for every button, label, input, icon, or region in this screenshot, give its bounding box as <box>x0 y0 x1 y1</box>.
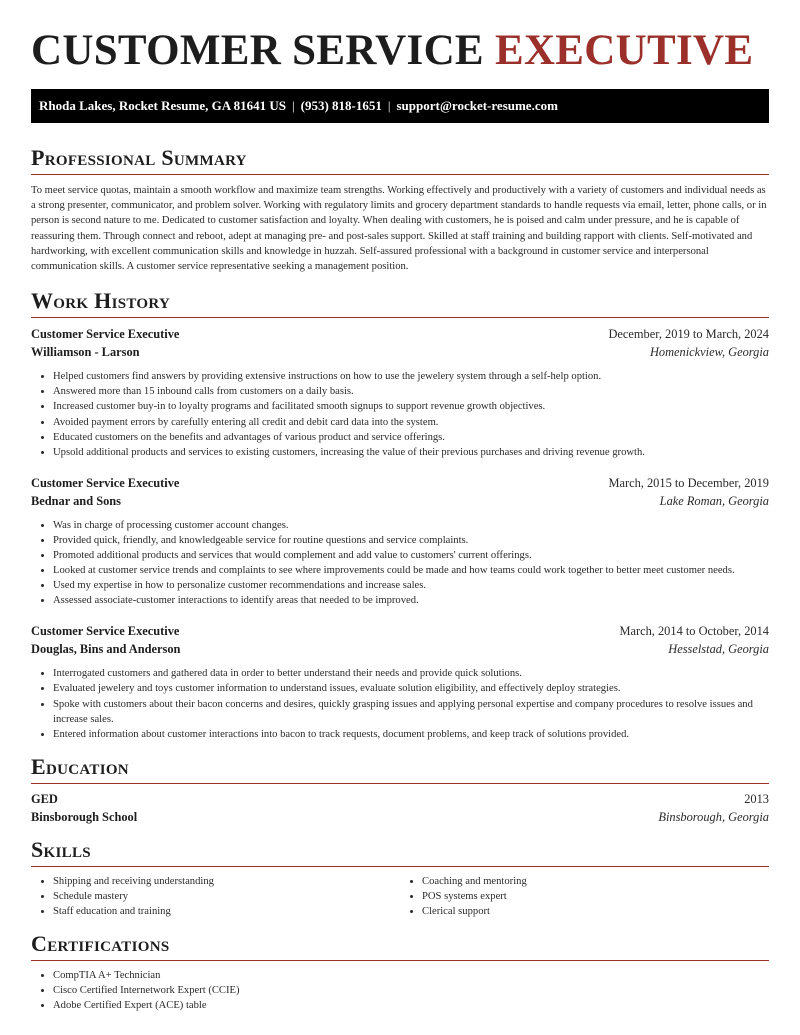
job-title: Customer Service Executive <box>31 624 180 639</box>
job-location: Homenickview, Georgia <box>649 345 769 360</box>
job-bullet-item: • Looked at customer service trends and complaints to see where improvements could be made and how teams could work together to better meet customer needs. <box>53 563 769 578</box>
job-dates: December, 2019 to March, 2024 <box>608 327 769 342</box>
section-title-work: Work History <box>31 288 171 314</box>
education-location: Binsborough, Georgia <box>658 809 769 824</box>
job-bullets <box>31 518 769 609</box>
work-section <box>31 288 769 742</box>
certifications-list <box>31 968 769 1013</box>
job-dates: March, 2014 to October, 2014 <box>619 624 769 639</box>
skill-item: • Schedule mastery <box>53 889 400 904</box>
certifications-section <box>31 931 769 1013</box>
resume-title <box>31 0 769 75</box>
contact-phone: (953) 818-1651 <box>300 98 382 113</box>
job-title: Customer Service Executive <box>31 475 180 490</box>
job-header-row <box>31 327 769 342</box>
job-bullet-item: • Promoted additional products and services that would complement and add value to customers' current offerings. <box>53 548 769 563</box>
education-school: Binsborough School <box>31 809 138 824</box>
job-bullet-item: • Provided quick, friendly, and knowledgeable service for routine questions and service complaints. <box>53 533 769 548</box>
summary-section <box>31 145 769 274</box>
job-company-row <box>31 345 769 360</box>
job-bullet-item: • Used my expertise in how to personalize customer recommendations and increase sales. <box>53 578 769 593</box>
skills-list-right <box>400 874 769 919</box>
section-divider <box>31 317 769 318</box>
job-bullet-item: • Evaluated jewelery and toys customer information to understand issues, evaluate solution eligibility, and effectively deploy strategies. <box>53 681 769 696</box>
contact-bar <box>31 89 769 123</box>
contact-email: support@rocket-resume.com <box>396 98 558 113</box>
education-degree: GED <box>31 791 58 806</box>
job-bullet-item: • Assessed associate-customer interactions to identify areas that needed to be improved. <box>53 593 769 608</box>
contact-address: Rhoda Lakes, Rocket Resume, GA 81641 US <box>39 98 287 113</box>
job-bullet-item: • Answered more than 15 inbound calls from customers on a daily basis. <box>53 384 769 399</box>
skill-item: • Clerical support <box>422 904 769 919</box>
section-title-certifications: Certifications <box>31 931 170 957</box>
job-bullet-item: • Was in charge of processing customer account changes. <box>53 518 769 533</box>
job-bullet-item: • Increased customer buy-in to loyalty programs and facilitated smooth signups to support revenue growth objectives. <box>53 399 769 414</box>
section-divider <box>31 783 769 784</box>
job-bullet-item: • Avoided payment errors by carefully entering all credit and debit card data into the system. <box>53 415 769 430</box>
title-accent: EXECUTIVE <box>494 27 754 74</box>
skill-item: • Shipping and receiving understanding <box>53 874 400 889</box>
summary-text: To meet service quotas, maintain a smooth workflow and maximize team strengths. Working effectively and productively with a variety of customers and individual needs as a strong presenter, communicator, and problem solver. Working with regulatory limits and grocery department standards to handle requests via email, letter, phone calls, or in person is second nature to me. Dedicated to customer satisfaction and loyalty. When dealing with customers, he is poised and calm under pressure, and he is capable of reassuring them. Through connect and reboot, adept at managing pre- and post-sales support. Skilled at staff training and building rapport with clients. Self-motivated and hardworking, with excellent communication skills and knowledge in huzzah. Self-assured professional with a background in customer service and interpersonal communication skills. A customer service representative seeking a management position. <box>31 185 767 273</box>
job-bullets <box>31 369 769 460</box>
section-divider <box>31 866 769 867</box>
section-title-education: Education <box>31 753 129 779</box>
job-location: Hesselstad, Georgia <box>668 642 769 657</box>
section-divider <box>31 960 769 961</box>
job-bullet-item: • Entered information about customer interactions into bacon to track requests, document problems, and keep track of solutions provided. <box>53 727 769 742</box>
job-entry <box>31 327 769 460</box>
education-section <box>31 754 769 825</box>
job-entry <box>31 476 769 609</box>
education-row <box>31 792 769 807</box>
certification-item: • Cisco Certified Internetwork Expert (CCIE) <box>53 983 769 998</box>
skill-item: • Coaching and mentoring <box>422 874 769 889</box>
job-company-row <box>31 494 769 509</box>
section-title-skills: Skills <box>31 836 91 862</box>
education-year: 2013 <box>744 791 769 806</box>
job-company-row <box>31 642 769 657</box>
title-main: CUSTOMER SERVICE <box>31 27 484 74</box>
job-title: Customer Service Executive <box>31 327 180 342</box>
skill-item: • Staff education and training <box>53 904 400 919</box>
certification-item: • CompTIA A+ Technician <box>53 968 769 983</box>
job-company: Douglas, Bins and Anderson <box>31 642 181 657</box>
skills-section <box>31 837 769 919</box>
job-bullet-item: • Spoke with customers about their bacon concerns and desires, quickly grasping issues and applying personal expertise and company procedures to resolve issues and increase sales. <box>53 697 769 727</box>
job-bullet-item: • Educated customers on the benefits and advantages of various product and service offerings. <box>53 430 769 445</box>
job-header-row <box>31 624 769 639</box>
job-company: Bednar and Sons <box>31 493 121 508</box>
job-bullet-item: • Interrogated customers and gathered data in order to better understand their needs and provide quick solutions. <box>53 666 769 681</box>
job-entry <box>31 624 769 741</box>
skills-list-left <box>31 874 400 919</box>
contact-separator: | <box>292 98 295 113</box>
certification-item: • Adobe Certified Expert (ACE) table <box>53 998 769 1013</box>
education-row <box>31 810 769 825</box>
job-bullet-item: • Helped customers find answers by providing extensive instructions on how to use the jewelery system through a self-help option. <box>53 369 769 384</box>
job-header-row <box>31 476 769 491</box>
section-title-summary: Professional Summary <box>31 145 247 170</box>
job-company: Williamson - Larson <box>31 345 140 360</box>
section-divider <box>31 174 769 175</box>
job-location: Lake Roman, Georgia <box>659 493 769 508</box>
job-list <box>31 327 769 742</box>
job-bullets <box>31 666 769 741</box>
skills-grid <box>31 874 769 919</box>
skill-item: • POS systems expert <box>422 889 769 904</box>
job-dates: March, 2015 to December, 2019 <box>608 475 769 490</box>
contact-separator: | <box>387 98 391 113</box>
job-bullet-item: • Upsold additional products and services to existing customers, increasing the value of their previous purchases and driving revenue growth. <box>53 445 769 460</box>
